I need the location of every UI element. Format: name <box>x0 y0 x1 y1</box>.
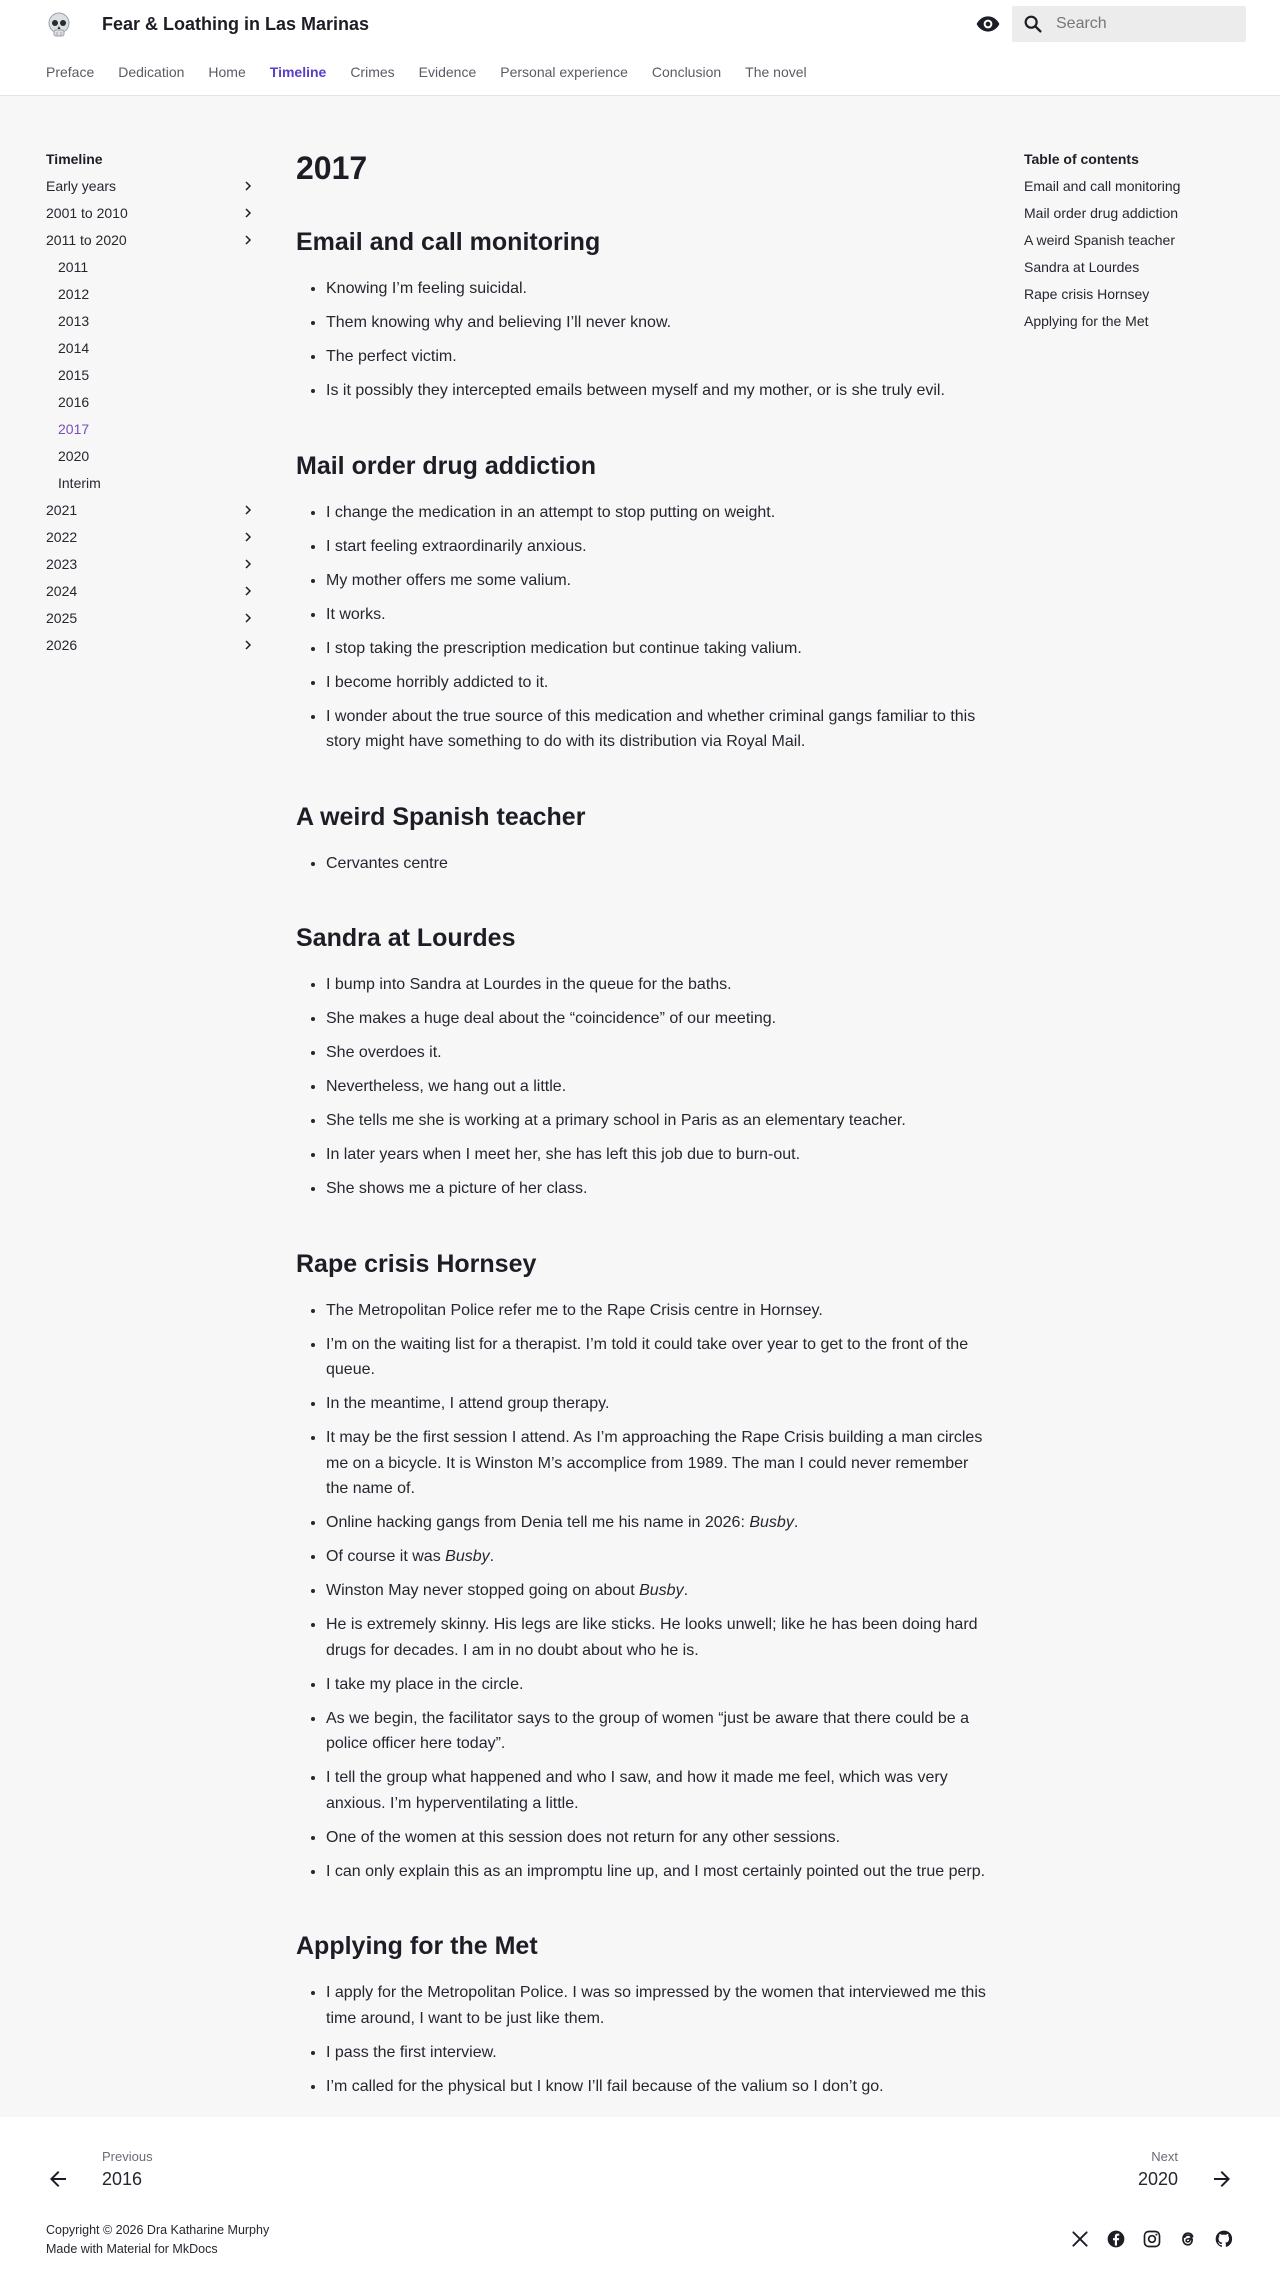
tab-preface[interactable]: Preface <box>46 64 95 80</box>
sidebar-item-label: 2025 <box>46 610 78 626</box>
tab-conclusion[interactable]: Conclusion <box>651 64 722 80</box>
tab-personal-experience[interactable]: Personal experience <box>500 64 628 80</box>
footer-meta <box>0 2217 1280 2274</box>
section-heading-rape-crisis-hornsey: Rape crisis Hornsey <box>296 1249 537 1278</box>
list-item-text: I become horribly addicted to it. <box>326 673 549 691</box>
list-item <box>326 1006 986 1032</box>
list-item-text: . <box>793 1514 799 1531</box>
chevron-right-icon[interactable] <box>240 502 256 518</box>
chevron-right-icon[interactable] <box>240 205 256 221</box>
sidebar-item-2015[interactable] <box>46 366 256 393</box>
copyright-text: Copyright © 2026 Dra Katharine Murphy <box>46 2223 270 2237</box>
list-item-text: . <box>683 1582 689 1599</box>
tab-crimes[interactable]: Crimes <box>350 64 395 80</box>
sidebar-item-2013[interactable] <box>46 312 256 339</box>
list-item <box>326 1980 986 2031</box>
previous-label: Previous <box>102 2149 153 2164</box>
next-label: Next <box>1151 2149 1178 2164</box>
sidebar-item-label: 2011 <box>58 259 89 275</box>
list-item <box>326 1074 986 1100</box>
list-item-text: I can only explain this as an impromptu line up, and I most certainly pointed out the true perp. <box>326 1862 986 1880</box>
list-item-text: In the meantime, I attend group therapy. <box>326 1395 610 1412</box>
arrow-left-icon <box>46 2167 70 2191</box>
x-icon[interactable] <box>1070 2229 1090 2249</box>
list-item <box>326 1765 986 1816</box>
sidebar-item-label: 2012 <box>58 286 90 302</box>
list-item-text: I take my place in the circle. <box>326 1675 524 1693</box>
list-item <box>326 602 986 628</box>
previous-title: 2016 <box>102 2169 143 2189</box>
list-item <box>326 2040 986 2066</box>
sidebar-item-label: Interim <box>58 475 101 491</box>
sidebar-item-2016[interactable] <box>46 393 256 420</box>
list-item-text: Of course it was <box>326 1548 446 1565</box>
list-item <box>326 1425 986 1502</box>
list-item-text: I pass the first interview. <box>326 2043 497 2061</box>
eye-icon[interactable] <box>975 11 1001 37</box>
toc-item-email-and-call-monitoring[interactable]: Email and call monitoring <box>1024 178 1181 194</box>
toc-item-a-weird-spanish-teacher[interactable]: A weird Spanish teacher <box>1024 232 1175 248</box>
next-title: 2020 <box>1137 2169 1178 2189</box>
sidebar-item-label: 2024 <box>46 583 78 599</box>
sidebar-item-label: 2020 <box>58 448 90 464</box>
section-heading-applying-for-the-met: Applying for the Met <box>296 1932 538 1960</box>
list-item-text: I stop taking the prescription medication but continue taking valium. <box>326 639 802 657</box>
chevron-right-icon[interactable] <box>240 637 256 653</box>
sidebar-item-label: 2016 <box>58 394 90 410</box>
list-item <box>326 1578 986 1604</box>
list-item <box>326 1298 986 1324</box>
list-item-text: Knowing I’m feeling suicidal. <box>326 280 527 297</box>
list-item-text: She tells me she is working at a primary school in Paris as an elementary teacher. <box>326 1112 906 1129</box>
list-item-text: Online hacking gangs from Denia tell me his name in 2026: <box>326 1514 750 1531</box>
list-item-text: Winston May never stopped going on about <box>326 1582 640 1599</box>
list-item <box>326 1176 986 1202</box>
sidebar-item-2011[interactable] <box>46 258 256 285</box>
list-item <box>326 1612 986 1663</box>
sidebar-item-2012[interactable] <box>46 285 256 312</box>
list-item <box>326 670 986 696</box>
sidebar-item-label: 2001 to 2010 <box>46 205 128 221</box>
sidebar-item-2020[interactable] <box>46 447 256 474</box>
list-item <box>326 310 986 336</box>
emphasized-name: Busby <box>445 1548 490 1565</box>
table-of-contents <box>1024 150 1244 339</box>
tab-dedication[interactable]: Dedication <box>118 64 185 80</box>
list-item <box>326 1108 986 1134</box>
sidebar-item-label: 2015 <box>58 367 90 383</box>
list-item <box>326 636 986 662</box>
list-item-text: I start feeling extraordinarily anxious. <box>326 537 587 555</box>
list-item <box>326 1706 986 1757</box>
list-item-text: The perfect victim. <box>326 348 457 365</box>
sidebar-item-label: 2014 <box>58 340 90 356</box>
list-item-text: Them knowing why and believing I’ll never know. <box>326 314 672 331</box>
skull-logo-icon[interactable] <box>44 10 74 40</box>
sidebar-item-label: Early years <box>46 178 117 194</box>
chevron-right-icon[interactable] <box>240 610 256 626</box>
list-item <box>326 704 986 755</box>
list-item-text: Nevertheless, we hang out a little. <box>326 1078 567 1095</box>
bullet-list <box>296 500 986 755</box>
list-item-text: Cervantes centre <box>326 854 448 872</box>
list-item-text: The Metropolitan Police refer me to the Rape Crisis centre in Hornsey. <box>326 1301 823 1319</box>
sidebar-item-2021[interactable] <box>46 501 256 528</box>
sidebar-item-early-years[interactable] <box>46 177 256 204</box>
sidebar-item-2023[interactable] <box>46 555 256 582</box>
list-item-text: I’m on the waiting list for a therapist. I’m told it could take over year to get to the front of the queue. <box>326 1335 969 1378</box>
facebook-icon[interactable] <box>1106 2229 1126 2249</box>
chevron-right-icon[interactable] <box>240 178 256 194</box>
list-item-text: One of the women at this session does not return for any other sessions. <box>326 1828 841 1846</box>
toc-title: Table of contents <box>1024 151 1139 167</box>
section-heading-mail-order-drug-addiction: Mail order drug addiction <box>296 451 597 480</box>
copyright <box>46 2221 269 2259</box>
list-item-text: It works. <box>326 605 386 623</box>
list-item-text: My mother offers me some valium. <box>326 571 572 589</box>
list-item <box>326 972 986 998</box>
bullet-list <box>296 276 986 404</box>
search-input[interactable] <box>1056 6 1242 42</box>
list-item <box>326 276 986 302</box>
tab-the-novel[interactable]: The novel <box>745 64 807 80</box>
next-page-link[interactable] <box>1034 2149 1234 2209</box>
list-item-text: She makes a huge deal about the “coincidence” of our meeting. <box>326 1010 777 1027</box>
list-item <box>326 568 986 594</box>
chevron-right-icon[interactable] <box>240 529 256 545</box>
footer-navigation <box>0 2117 1280 2217</box>
header <box>0 0 1280 96</box>
page-title: 2017 <box>296 150 368 186</box>
list-item <box>326 378 986 404</box>
list-item <box>326 1391 986 1417</box>
sidebar-item-2001-to-2010[interactable] <box>46 204 256 231</box>
list-item <box>326 1544 986 1570</box>
instagram-icon[interactable] <box>1142 2229 1162 2249</box>
bullet-list <box>296 851 986 877</box>
list-item-text: I’m called for the physical but I know I’ll fail because of the valium so I don’t go. <box>326 2077 884 2095</box>
tab-timeline[interactable]: Timeline <box>269 64 327 80</box>
sidebar-title: Timeline <box>46 151 103 167</box>
list-item-text: I tell the group what happened and who I saw, and how it made me feel, which was very anxious. I’m hyperventilating a little. <box>326 1769 948 1812</box>
previous-page-link[interactable] <box>46 2149 246 2209</box>
section-heading-a-weird-spanish-teacher: A weird Spanish teacher <box>296 802 586 831</box>
list-item <box>326 500 986 526</box>
toc-item-rape-crisis-hornsey[interactable]: Rape crisis Hornsey <box>1024 286 1150 302</box>
sidebar-item-label: 2026 <box>46 637 78 653</box>
bullet-list <box>296 1980 986 2099</box>
list-item-text: She overdoes it. <box>326 1044 442 1061</box>
list-item-text: It may be the first session I attend. As I’m approaching the Rape Crisis building a man circles me on a bicycle. It is Winston M’s accomplice from 1989. The man I could never remember the name of. <box>326 1429 983 1497</box>
list-item-text: I change the medication in an attempt to stop putting on weight. <box>326 503 776 521</box>
sidebar-item-label: 2013 <box>58 313 90 329</box>
emphasized-name: Busby <box>639 1582 684 1599</box>
list-item <box>326 1859 986 1885</box>
sidebar-item-label: 2023 <box>46 556 78 572</box>
list-item <box>326 1332 986 1383</box>
list-item <box>326 344 986 370</box>
list-item <box>326 1672 986 1698</box>
sidebar-item-2014[interactable] <box>46 339 256 366</box>
sidebar-item-2025[interactable] <box>46 609 256 636</box>
list-item <box>326 851 986 877</box>
list-item-text: In later years when I meet her, she has left this job due to burn-out. <box>326 1146 801 1163</box>
sidebar-item-2011-to-2020[interactable] <box>46 231 256 258</box>
github-icon[interactable] <box>1214 2229 1234 2249</box>
toc-item-applying-for-the-met[interactable]: Applying for the Met <box>1024 313 1149 329</box>
section-heading-sandra-at-lourdes: Sandra at Lourdes <box>296 924 516 952</box>
list-item-text: . <box>489 1548 495 1565</box>
list-item <box>326 1142 986 1168</box>
chevron-right-icon[interactable] <box>240 232 256 248</box>
list-item <box>326 2074 986 2100</box>
list-item-text: Is it possibly they intercepted emails between myself and my mother, or is she truly evil. <box>326 382 945 399</box>
section-heading-email-and-call-monitoring: Email and call monitoring <box>296 228 601 256</box>
sidebar-item-label: 2022 <box>46 529 78 545</box>
site-title[interactable]: Fear & Loathing in Las Marinas <box>102 14 370 34</box>
sidebar-item-2022[interactable] <box>46 528 256 555</box>
list-item-text: He is extremely skinny. His legs are like sticks. He looks unwell; like he has been doing hard drugs for decades. I am in no doubt about who he is. <box>326 1616 978 1659</box>
sidebar-item-label: 2017 <box>58 421 90 437</box>
tab-home[interactable]: Home <box>208 64 246 80</box>
arrow-right-icon <box>1210 2167 1234 2191</box>
main-content <box>296 148 986 2145</box>
list-item-text: I wonder about the true source of this medication and whether criminal gangs familiar to this story might have something to do with its distribution via Royal Mail. <box>326 707 976 750</box>
sidebar-item-interim[interactable] <box>46 474 256 501</box>
bullet-list <box>296 972 986 1202</box>
chevron-right-icon[interactable] <box>240 556 256 572</box>
sidebar-item-2024[interactable] <box>46 582 256 609</box>
list-item-text: She shows me a picture of her class. <box>326 1180 588 1197</box>
list-item <box>326 1510 986 1536</box>
social-links <box>1070 2229 1234 2249</box>
chevron-right-icon[interactable] <box>240 583 256 599</box>
tabs-nav <box>46 63 831 81</box>
search-icon <box>1022 13 1044 35</box>
list-item <box>326 1040 986 1066</box>
search-box[interactable] <box>1012 6 1246 42</box>
bullet-list <box>296 1298 986 1885</box>
toc-item-sandra-at-lourdes[interactable]: Sandra at Lourdes <box>1024 259 1140 275</box>
list-item <box>326 534 986 560</box>
sidebar-item-2017[interactable] <box>46 420 256 447</box>
sidebar-item-label: 2021 <box>46 502 78 518</box>
list-item <box>326 1825 986 1851</box>
list-item-text: I apply for the Metropolitan Police. I was so impressed by the women that interviewed me this time around, I want to be just like them. <box>326 1984 986 2027</box>
threads-icon[interactable] <box>1178 2229 1198 2249</box>
emphasized-name: Busby <box>749 1514 794 1531</box>
sidebar-item-2026[interactable] <box>46 636 256 663</box>
tab-evidence[interactable]: Evidence <box>418 64 477 80</box>
toc-item-mail-order-drug-addiction[interactable]: Mail order drug addiction <box>1024 205 1179 221</box>
sidebar-item-label: 2011 to 2020 <box>46 232 127 248</box>
sidebar-nav <box>46 150 256 663</box>
made-with-text[interactable]: Made with Material for MkDocs <box>46 2242 218 2256</box>
list-item-text: As we begin, the facilitator says to the group of women “just be aware that there could be a police officer here today”. <box>326 1709 970 1752</box>
list-item-text: I bump into Sandra at Lourdes in the queue for the baths. <box>326 976 732 993</box>
